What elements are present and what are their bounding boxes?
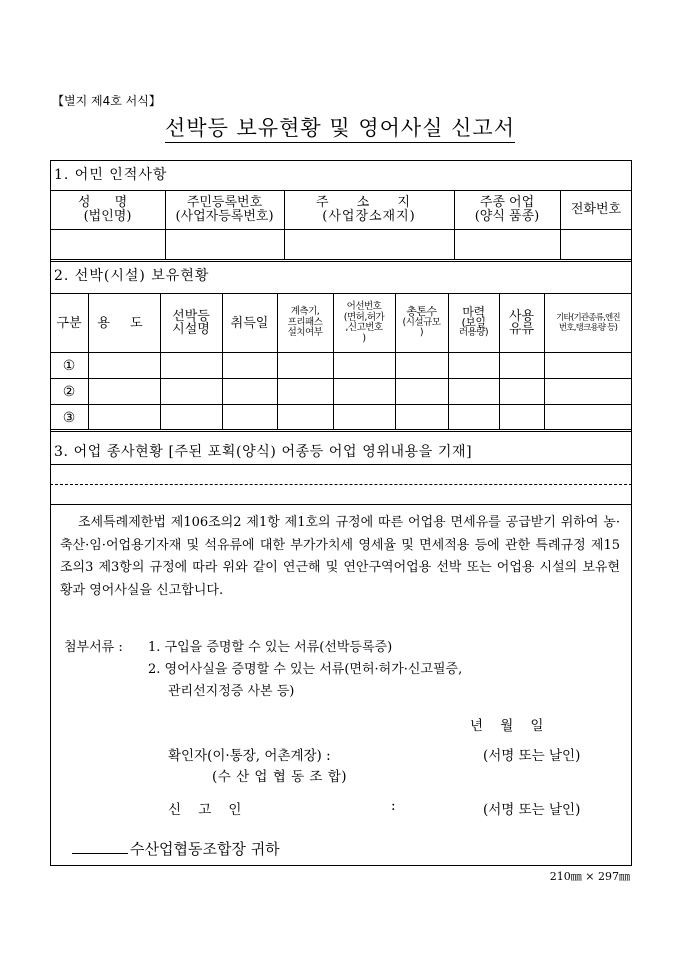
col-fishery-header: 주종 어업 (양식 품종) <box>474 195 540 224</box>
col-horsepower-header: 마력 (보일 러용량) <box>458 305 489 339</box>
row-marker-3: ③ <box>62 409 76 426</box>
section-divider <box>50 259 632 262</box>
attachment-item-2: 2. 영어사실을 증명할 수 있는 서류(면허·허가·신고필증, <box>148 662 463 677</box>
attachment-item-1: 1. 구입을 증명할 수 있는 서류(선박등록증) <box>148 640 393 655</box>
row-marker-2: ② <box>62 383 76 400</box>
col-other-header: 기타(기관종류,엔진 번호,탱크용량 등) <box>556 312 620 333</box>
confirmer-org: (수 산 업 협 동 조 합) <box>212 769 348 785</box>
paper-size: 210㎜ × 297㎜ <box>549 870 630 883</box>
col-address-header: 주 소 지 (사업장소재지) <box>316 195 422 224</box>
attachment-item-2-cont: 관리선지정증 사본 등) <box>168 684 295 699</box>
addressee-blank <box>72 852 128 854</box>
reporter-label: 신 고 인 <box>168 802 242 818</box>
reporter-sign: (서명 또는 날인) <box>483 802 581 818</box>
addressee: 수산업협동조합장 귀하 <box>72 838 280 859</box>
form-code: 【별지 제4호 서식】 <box>52 94 161 108</box>
divider <box>50 229 632 230</box>
reporter-colon: : <box>391 798 396 814</box>
dashed-line <box>50 484 632 485</box>
col-category-header: 구분 <box>56 315 82 331</box>
date-line: 년 월 일 <box>470 718 544 734</box>
page-title: 선박등 보유현황 및 영어사실 신고서 <box>0 112 680 142</box>
divider <box>50 464 632 465</box>
col-phone-header: 전화번호 <box>570 202 622 217</box>
declaration-text: 조세특례제한법 제106조의2 제1항 제1호의 규정에 따른 어업용 면세유를 공급받기 위하여 농·축산·임·어업용기자재 및 석유류에 대한 부가가치세 영세율 및 면세적용 등에 관한 특례규정 제15조의3 제3항의 규정에 따라 위와 같이 연근해 및 연안구역어업용 선박 또는 어업용 시설의 보유현황과 영어사실을 신고합니다. <box>60 515 620 598</box>
col-tonnage-header: 총톤수 (시설규모 ) <box>402 305 441 339</box>
row-marker-1: ① <box>62 357 76 374</box>
col-vessel-name-header: 선박등 시설명 <box>172 309 210 337</box>
section2-heading: 2. 선박(시설) 보유현황 <box>54 268 210 284</box>
col-vessel-number-header: 어선번호 (면허,허가 ,신고번호 ) <box>343 301 385 344</box>
section1-heading: 1. 어민 인적사항 <box>54 167 168 183</box>
divider <box>50 504 632 505</box>
confirmer-sign: (서명 또는 날인) <box>483 748 581 764</box>
col-id-header: 주민등록번호 (사업자등록번호) <box>175 195 274 224</box>
col-name-header: 성 명 (법인명) <box>77 195 138 224</box>
section-divider <box>50 429 632 432</box>
confirmer-label: 확인자(이·통장, 어촌계장) : <box>168 748 331 764</box>
section3-heading: 3. 어업 종사현황 [주된 포획(양식) 어종등 어업 영위내용을 기재] <box>54 444 473 460</box>
col-use-header: 용 도 <box>97 315 151 331</box>
col-acquired-header: 취득일 <box>230 315 269 331</box>
col-fuel-header: 사용 유류 <box>508 309 535 337</box>
attachments-label: 첨부서류 : <box>64 640 123 655</box>
col-meter-header: 계측기, 프리패스 설치여부 <box>287 306 323 339</box>
